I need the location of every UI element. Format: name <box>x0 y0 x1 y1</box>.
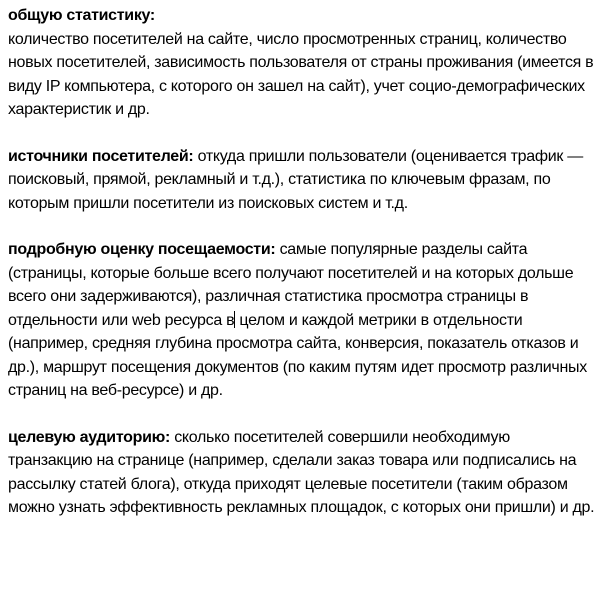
section-text: откуда пришли пользователи (оценивается трафик — поисковый, прямой, рекламный и т.д.), статистика по ключевым фразам, по которым пришли посетители из поисковых систем и т.д. <box>8 147 583 212</box>
section-attendance-detail <box>8 238 596 403</box>
section-visitor-sources <box>8 145 596 216</box>
section-heading: подробную оценку посещаемости: <box>8 241 276 258</box>
section-heading: источники посетителей: <box>8 147 194 165</box>
section-text: количество посетителей на сайте, число просмотренных страниц, количество новых посетителей, зависимость пользователя от страны проживания (имеется в виду IP компьютера, с которого он зашел на сайт), учет социо-демографических характеристик и др. <box>8 30 594 118</box>
section-target-audience <box>8 426 596 520</box>
section-general-stats <box>8 4 596 122</box>
document-body <box>8 4 596 520</box>
section-heading: общую статистику: <box>8 7 155 24</box>
section-heading: целевую аудиторию: <box>8 428 171 446</box>
section-text-part-2: целом и каждой метрики в отдельности (например, средняя глубина просмотра сайта, конверсия, показатель отказов и др.), маршрут посещения документов (по каким путям идет просмотр различных страниц на веб-ресурсе) и др. <box>8 311 587 399</box>
section-text: сколько посетителей совершили необходимую транзакцию на странице (например, сделали заказ товара или подписались на рассылку статей блога), откуда приходят целевые посетители (таким образом можно узнать эффективность рекламных площадок, с которых они пришли) и др. <box>8 428 595 516</box>
section-text-part-1: самые популярные разделы сайта (страницы, которые больше всего получают посетителей и на которых дольше всего они задерживаются), различная статистика просмотра страницы в отдельности или web ресурса в <box>8 241 574 329</box>
